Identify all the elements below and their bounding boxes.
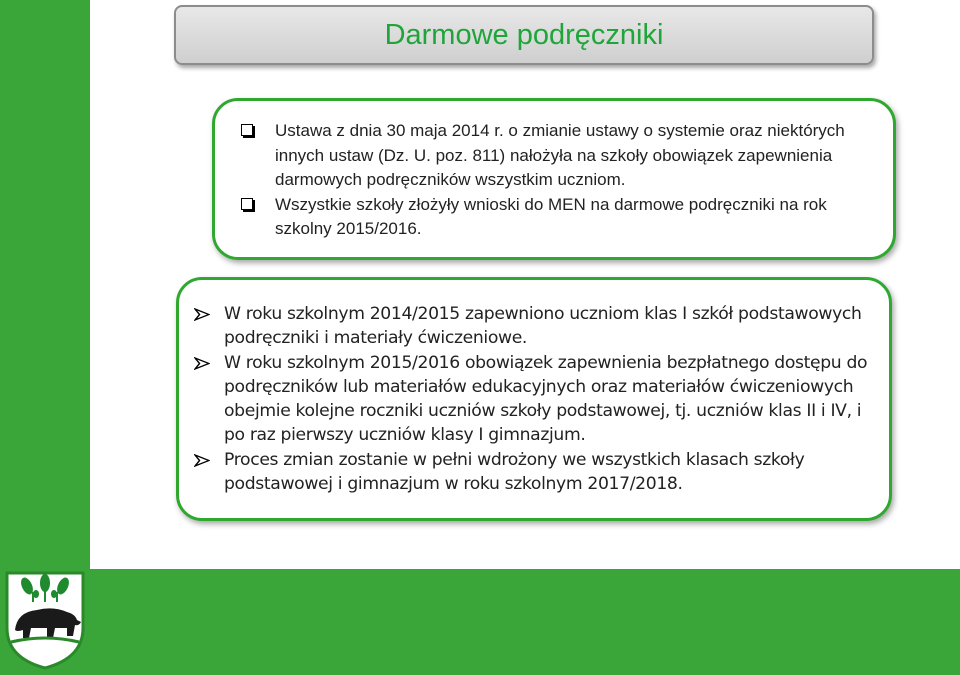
list-item	[239, 119, 869, 193]
checkbox-icon	[241, 198, 253, 210]
panel-schedule	[176, 277, 892, 521]
arrow-icon	[194, 454, 210, 467]
panel-law-info	[212, 98, 896, 260]
page-title: Darmowe podręczniki	[384, 18, 664, 51]
title-bar	[174, 5, 874, 65]
checkbox-icon	[241, 124, 253, 136]
list-item-text: W roku szkolnym 2014/2015 zapewniono uczniom klas I szkół podstawowych podręczniki i materiały ćwiczeniowe.	[224, 304, 862, 349]
arrow-icon	[194, 308, 210, 321]
list-item	[191, 302, 873, 351]
list-item	[191, 448, 873, 497]
list-item-text: Proces zmian zostanie w pełni wdrożony we wszystkich klasach szkoły podstawowej i gimnazjum w roku szkolnym 2017/2018.	[224, 449, 805, 495]
list-item-text: W roku szkolnym 2015/2016 obowiązek zapewnienia bezpłatnego dostępu do podręczników lub materiałów edukacyjnych oraz materiałów ćwiczeniowych obejmie kolejne roczniki uczniów szkoły podstawowej, tj. uczniów klas II i IV, i po raz pierwszy uczniów klasy I gimnazjum.	[224, 352, 868, 446]
list-item-text: Wszystkie szkoły złożyły wnioski do MEN na darmowe podręczniki na rok szkolny 2015/2016.	[275, 194, 827, 238]
arrow-list	[191, 302, 873, 496]
list-item-text: Ustawa z dnia 30 maja 2014 r. o zmianie ustawy o systemie oraz niektórych innych ustaw (Dz. U. poz. 811) nałożyła na szkoły obowiązek zapewnienia darmowych podręczników wszystkim uczniom.	[275, 121, 845, 189]
checkbox-list	[239, 119, 869, 242]
list-item	[239, 193, 869, 242]
bottom-green-band	[90, 569, 960, 675]
arrow-icon	[194, 357, 210, 370]
bear-oak-crest-icon	[3, 570, 87, 670]
list-item	[191, 351, 873, 448]
